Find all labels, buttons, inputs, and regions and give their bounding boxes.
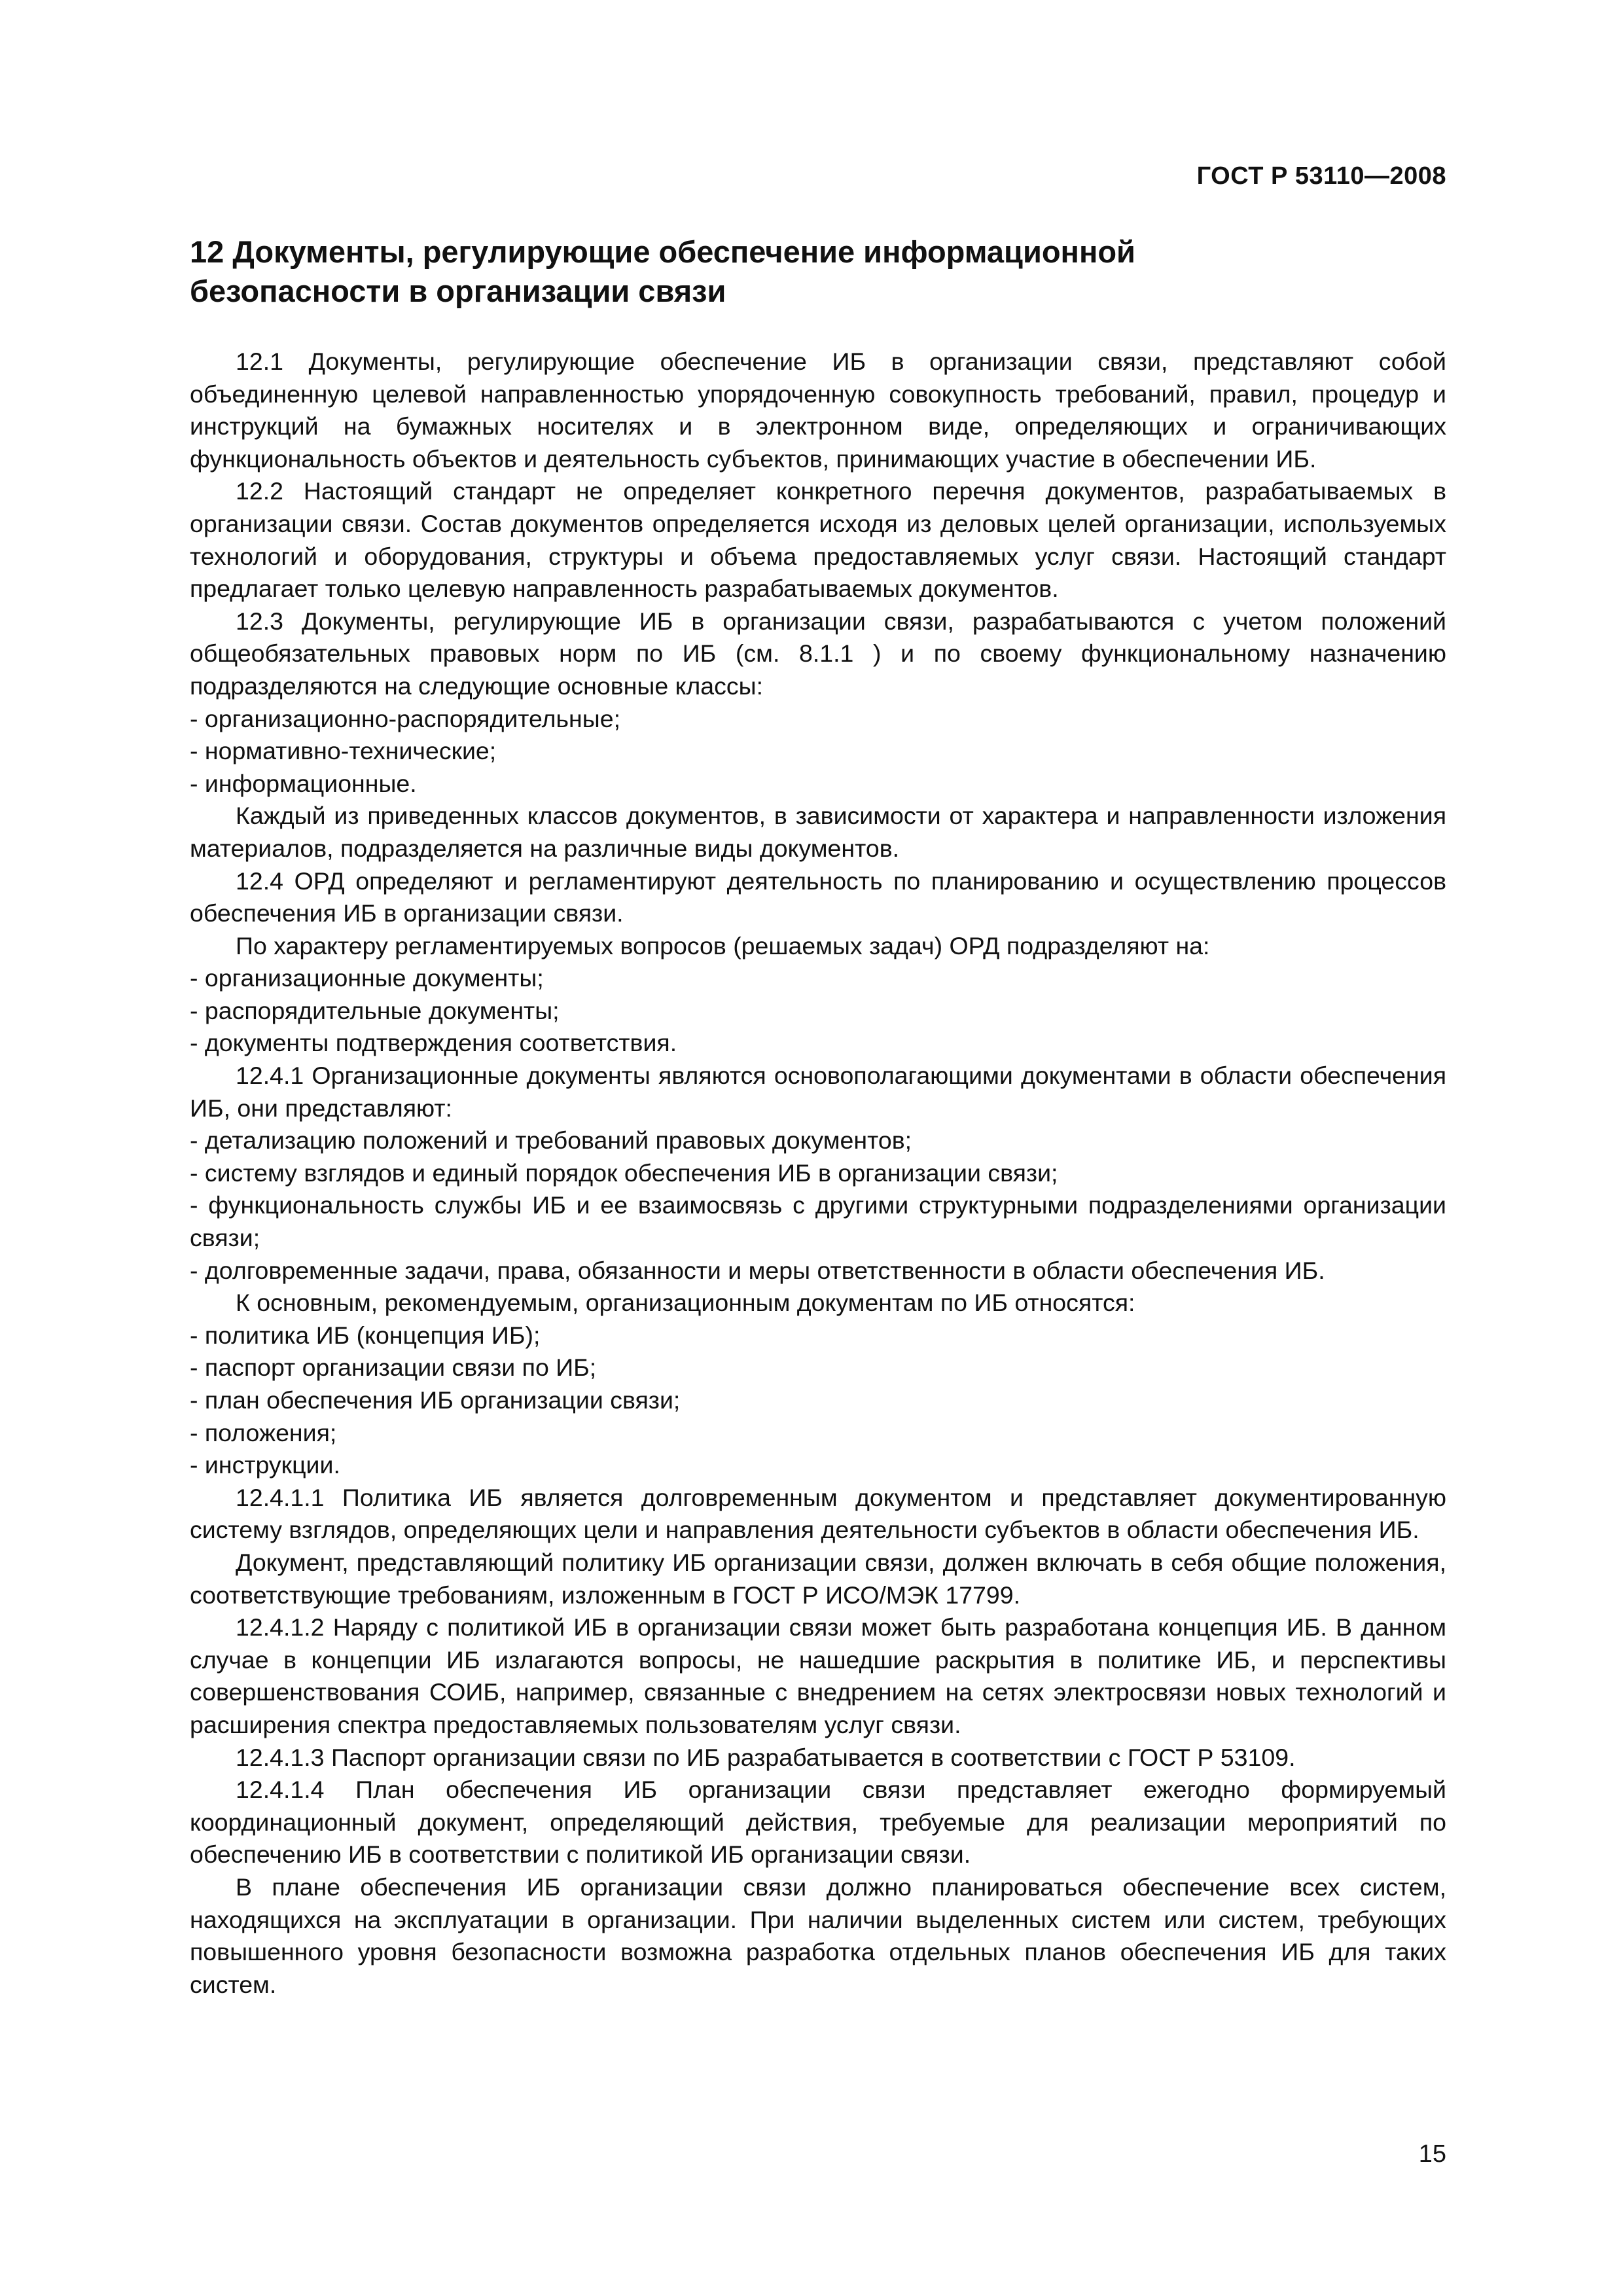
page-number: 15: [1418, 2140, 1446, 2168]
list-item: - долговременные задачи, права, обязанности и меры ответственности в области обеспечения ИБ.: [190, 1256, 1325, 1284]
section-title: 12 Документы, регулирующие обеспечение информационной безопасности в организации связи: [190, 234, 1135, 308]
paragraph: 12.4.1.4 План обеспечения ИБ организации связи представляет ежегодно формируемый координационный документ, определяющий действия, требуемые для реализации мероприятий по обеспечению ИБ в соответствии с политикой ИБ организации связи.: [190, 1776, 1446, 1869]
list-item: - план обеспечения ИБ организации связи;: [190, 1386, 681, 1414]
list-item: - паспорт организации связи по ИБ;: [190, 1354, 597, 1382]
list-item: - распорядительные документы;: [190, 996, 560, 1024]
list-item: - организационно-распорядительные;: [190, 704, 620, 732]
paragraph: 12.4.1 Организационные документы являются основополагающими документами в области обеспечения ИБ, они представляют:: [190, 1062, 1446, 1122]
standard-header: ГОСТ Р 53110—2008: [1196, 162, 1446, 190]
list-item: - нормативно-технические;: [190, 737, 497, 765]
paragraph: 12.2 Настоящий стандарт не определяет конкретного перечня документов, разрабатываемых в организации связи. Состав документов определяется исходя из деловых целей организации, используемых технологий и оборудования, структуры и объема предоставляемых услуг связи. Настоящий стандарт предлагает только целевую направленность разрабатываемых документов.: [190, 477, 1446, 603]
paragraph: Документ, представляющий политику ИБ организации связи, должен включать в себя общие положения, соответствующие требованиям, изложенным в ГОСТ Р ИСО/МЭК 17799.: [190, 1548, 1446, 1609]
paragraph: К основным, рекомендуемым, организационным документам по ИБ относятся:: [236, 1289, 1135, 1317]
paragraph: В плане обеспечения ИБ организации связи должно планироваться обеспечение всех систем, находящихся на эксплуатации в организации. При наличии выделенных систем или систем, требующих повышенного уровня безопасности возможна разработка отдельных планов обеспечения ИБ для таких систем.: [190, 1873, 1446, 1998]
list-item: - положения;: [190, 1418, 337, 1446]
list-item: - политика ИБ (концепция ИБ);: [190, 1321, 541, 1349]
paragraph: 12.4.1.3 Паспорт организации связи по ИБ разрабатывается в соответствии с ГОСТ Р 53109.: [236, 1743, 1296, 1771]
list-item: - организационные документы;: [190, 964, 544, 992]
list-item: - функциональность службы ИБ и ее взаимосвязь с другими структурными подразделениями организации связи;: [190, 1191, 1446, 1252]
list-item: - систему взглядов и единый порядок обеспечения ИБ в организации связи;: [190, 1158, 1058, 1187]
document-body: [190, 346, 1446, 2001]
paragraph: 12.4.1.2 Наряду с политикой ИБ в организации связи может быть разработана концепция ИБ. В данном случае в концепции ИБ излагаются вопросы, не нашедшие раскрытия в политике ИБ, и перспективы совершенствования СОИБ, например, связанные с внедрением на сетях электросвязи новых технологий и расширения спектра предоставляемых пользователям услуг связи.: [190, 1613, 1446, 1738]
paragraph: 12.1 Документы, регулирующие обеспечение ИБ в организации связи, представляют собой объединенную целевой направленностью упорядоченную совокупность требований, правил, процедур и инструкций на бумажных носителях и в электронном виде, определяющих и ограничивающих функциональность объектов и деятельность субъектов, принимающих участие в обеспечении ИБ.: [190, 348, 1446, 473]
paragraph: 12.3 Документы, регулирующие ИБ в организации связи, разрабатываются с учетом положений общеобязательных правовых норм по ИБ (см. 8.1.1 ) и по своему функциональному назначению подразделяются на следующие основные классы:: [190, 607, 1446, 700]
paragraph: 12.4 ОРД определяют и регламентируют деятельность по планированию и осуществлению процессов обеспечения ИБ в организации связи.: [190, 867, 1446, 927]
list-item: - инструкции.: [190, 1451, 340, 1479]
paragraph: Каждый из приведенных классов документов, в зависимости от характера и направленности изложения материалов, подразделяется на различные виды документов.: [190, 802, 1446, 862]
list-item: - детализацию положений и требований правовых документов;: [190, 1126, 912, 1155]
paragraph: 12.4.1.1 Политика ИБ является долговременным документом и представляет документированную систему взглядов, определяющих цели и направления деятельности субъектов в области обеспечения ИБ.: [190, 1483, 1446, 1544]
list-item: - информационные.: [190, 769, 417, 797]
paragraph: По характеру регламентируемых вопросов (решаемых задач) ОРД подразделяют на:: [236, 931, 1210, 960]
list-item: - документы подтверждения соответствия.: [190, 1029, 677, 1057]
